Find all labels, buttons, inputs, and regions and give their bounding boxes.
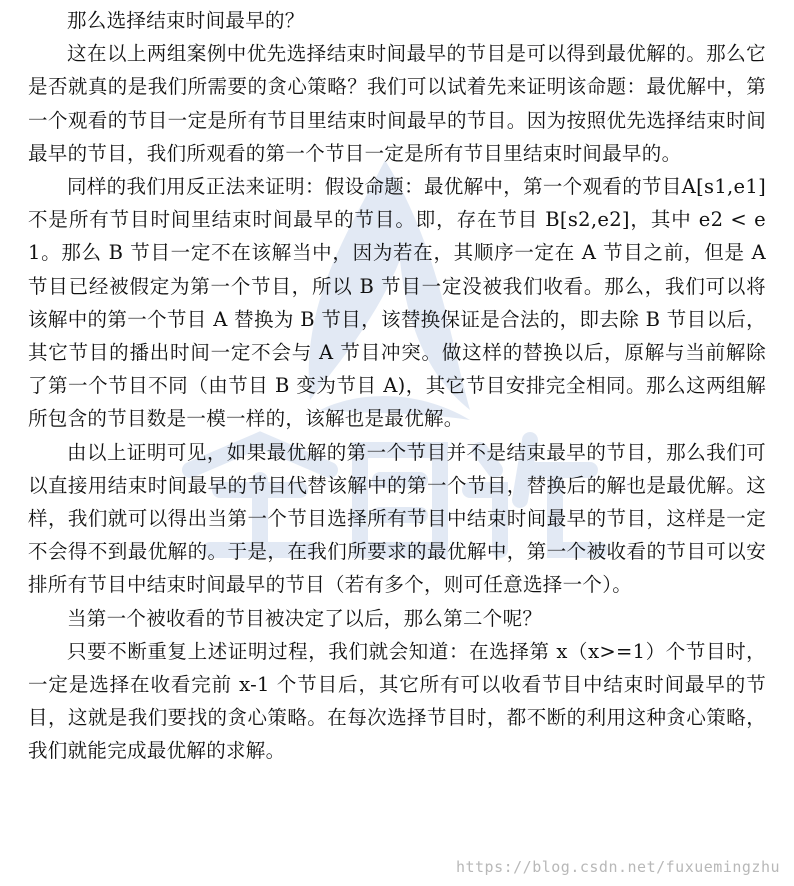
paragraph-question-earliest-end: 那么选择结束时间最早的？ (67, 9, 305, 32)
watermark-url: https://blog.csdn.net/fuxuemingzhu (455, 858, 780, 876)
paragraph-greedy-claim: 这在以上两组案例中优先选择结束时间最早的节目是可以得到最优解的。那么它是否就真的是我们所需要的贪心策略？我们可以试着先来证明该命题：最优解中，第一个观看的节目一定是所有节目里结束时间最早的节目。因为按照优先选择结束时间最早的节目，我们所观看的第一个节目一定是所有节目里结束时间最早的。 (28, 42, 766, 165)
paragraph-greedy-strategy: 只要不断重复上述证明过程，我们就会知道：在选择第 x（x>=1）个节目时，一定是选择在收看完前 x-1 个节目后，其它所有可以收看节目中结束时间最早的节目，这就是我们要找的贪心策略。在每次选择节目时，都不断的利用这种贪心策略，我们就能完成最优解的求解。 (28, 639, 766, 763)
article-body (28, 4, 766, 768)
paragraph-proof-by-contradiction: 同样的我们用反正法来证明：假设命题：最优解中，第一个观看的节目A[s1,e1]不是所有节目时间里结束时间最早的节目。即，存在节目 B[s2,e2]，其中 e2 < e1。那么 B 节目一定不在该解当中，因为若在，其顺序一定在 A 节目之前，但是 A 节目已经被假定为第一个节目，所以 B 节目一定没被我们收看。那么，我们可以将该解中的第一个节目 A 替换为 B 节目，该替换保证是合法的，即去除 B 节目以后，其它节目的播出时间一定不会与 A 节目冲突。做这样的替换以后，原解与当前解除了第一个节目不同（由节目 B 变为节目 A)，其它节目安排完全相同。那么这两组解所包含的节目数是一模一样的，该解也是最优解。 (28, 175, 766, 431)
paragraph-second-program-question: 当第一个被收看的节目被决定了以后，那么第二个呢？ (67, 606, 543, 630)
paragraph-proof-conclusion: 由以上证明可见，如果最优解的第一个节目并不是结束最早的节目，那么我们可以直接用结束时间最早的节目代替该解中的第一个节目，替换后的解也是最优解。这样，我们就可以得出当第一个节目选择所有节目中结束时间最早的节目，这样是一定不会得不到最优解的。于是，在我们所要求的最优解中，第一个被收看的节目可以安排所有节目中结束时间最早的节目（若有多个，则可任意选择一个）。 (28, 440, 766, 597)
